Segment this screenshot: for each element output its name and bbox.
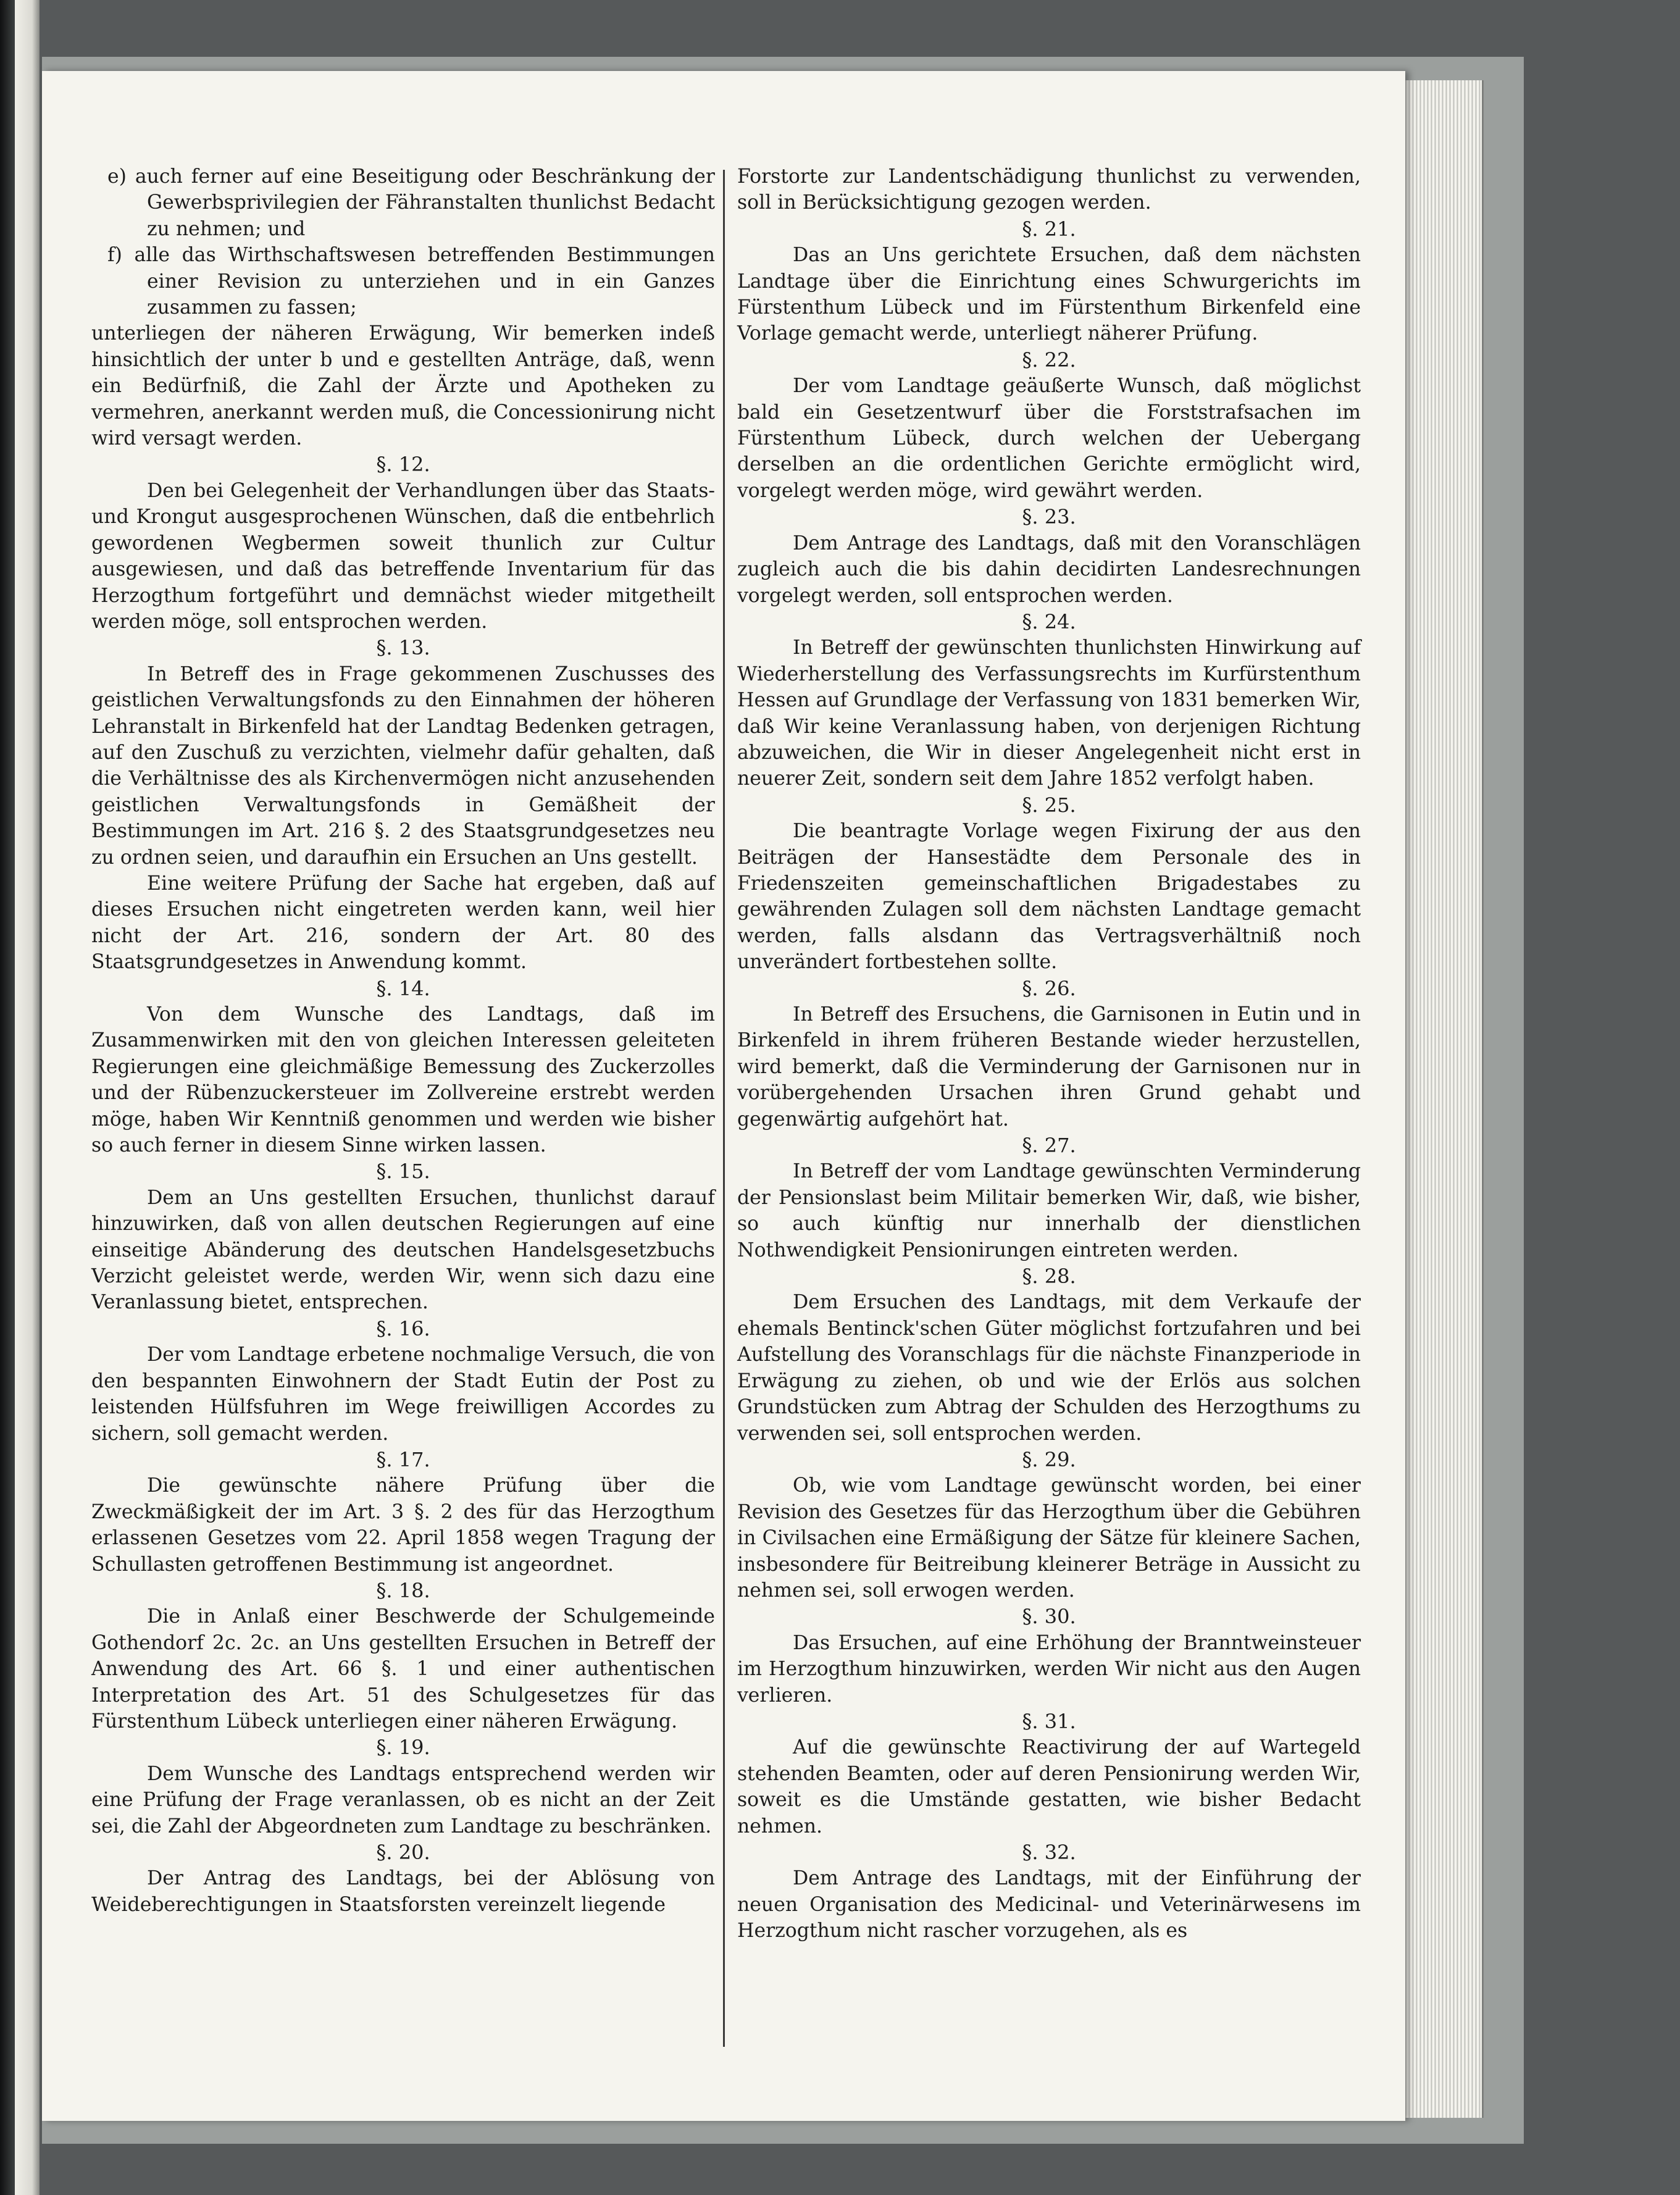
text-column-left [91,164,715,1918]
text-column-right [737,164,1361,1944]
paragraph: Der Antrag des Landtags, bei der Ablösung von Weideberechtigungen in Staatsforsten vereinzelt liegende [91,1867,715,1916]
section-heading: §. 23. [1022,505,1076,529]
facing-page-edge [15,0,40,2195]
section-heading: §. 20. [376,1841,430,1864]
book-spine-shadow [0,0,15,2195]
paragraph: Das an Uns gerichtete Ersuchen, daß dem nächsten Landtage über die Einrichtung eines Schwurgerichts im Fürstenthum Lübeck und im Fürstenthum Birkenfeld eine Vorlage gemacht werde, unterliegt näherer Prüfung. [737,244,1361,345]
paragraph: Dem Ersuchen des Landtags, mit dem Verkaufe der ehemals Bentinck'schen Güter möglichst fortzufahren und bei Aufstellung des Voranschlags für die nächste Finanzperiode in Erwägung zu ziehen, ob und wie der Erlös aus solchen Grundstücken zum Abtrag der Schulden des Herzogthums zu verwenden sei, soll entsprochen werden. [737,1291,1361,1445]
page-stack-edge [1395,80,1484,2118]
paragraph: Das Ersuchen, auf eine Erhöhung der Branntweinsteuer im Herzogthum hinzuwirken, werden Wir nicht aus den Augen verlieren. [737,1631,1361,1707]
document-page [42,71,1405,2121]
paragraph: Der vom Landtage erbetene nochmalige Versuch, die von den bespannten Einwohnern der Stadt Eutin der Post zu leistenden Hülfsfuhren im Wege freiwilligen Accordes zu sichern, soll gemacht werden. [91,1344,715,1445]
list-item: e) auch ferner auf eine Beseitigung oder Beschränkung der Gewerbsprivilegien der Fähranstalten thunlichst Bedacht zu nehmen; und [107,165,715,240]
paragraph: Dem Antrage des Landtags, daß mit den Voranschlägen zugleich auch die bis dahin decidirten Landesrechnungen vorgelegt werden, soll entsprochen werden. [737,532,1361,607]
paragraph: Dem an Uns gestellten Ersuchen, thunlichst darauf hinzuwirken, daß von allen deutschen Regierungen auf eine einseitige Abänderung des deutschen Handelsgesetzbuchs Verzicht geleistet werde, werden Wir, wenn sich dazu eine Veranlassung bietet, entsprechen. [91,1186,715,1314]
paragraph: Die in Anlaß einer Beschwerde der Schulgemeinde Gothendorf 2c. 2c. an Uns gestellten Ersuchen in Betreff der Anwendung des Art. 66 §. 1 und einer authentischen Interpretation des Art. 51 des Schulgesetzes für das Fürstenthum Lübeck unterliegen einer näheren Erwägung. [91,1605,715,1733]
section-heading: §. 30. [1022,1605,1076,1629]
paragraph: Dem Wunsche des Landtags entsprechend werden wir eine Prüfung der Frage veranlassen, ob es nicht an der Zeit sei, die Zahl der Abgeordneten zum Landtage zu beschränken. [91,1762,715,1838]
section-heading: §. 17. [376,1447,430,1471]
column-divider [723,170,725,2047]
paragraph: Den bei Gelegenheit der Verhandlungen über das Staats- und Krongut ausgesprochenen Wünschen, daß die entbehrlich gewordenen Wegbermen soweit thunlich zur Cultur ausgewiesen, und daß das betreffende Inventarium für das Herzogthum fortgeführt und demnächst wieder mitgetheilt werden möge, soll entsprochen werden. [91,479,715,633]
paragraph: Ob, wie vom Landtage gewünscht worden, bei einer Revision des Gesetzes für das Herzogthum über die Gebühren in Civilsachen eine Ermäßigung der Sätze für kleinere Sachen, insbesondere für Beitreibung kleinerer Beträge in Aussicht zu nehmen sei, soll erwogen werden. [737,1474,1361,1602]
section-heading: §. 29. [1022,1447,1076,1471]
section-heading: §. 19. [376,1736,430,1760]
section-heading: §. 22. [1022,348,1076,372]
paragraph: Auf die gewünschte Reactivirung der auf Wartegeld stehenden Beamten, oder auf deren Pensionirung werden Wir, soweit es die Umstände gestatten, wie bisher Bedacht nehmen. [737,1736,1361,1838]
section-heading: §. 14. [376,976,430,1000]
section-heading: §. 26. [1022,976,1076,1000]
paragraph: In Betreff der gewünschten thunlichsten Hinwirkung auf Wiederherstellung des Verfassungsrechts im Kurfürstenthum Hessen auf Grundlage der Verfassung von 1831 bemerken Wir, daß Wir keine Veranlassung haben, von derjenigen Richtung abzuweichen, die Wir in dieser Angelegenheit nicht erst in neuerer Zeit, sondern seit dem Jahre 1852 verfolgt haben. [737,637,1361,790]
paragraph: Der vom Landtage geäußerte Wunsch, daß möglichst bald ein Gesetzentwurf über die Forststrafsachen im Fürstenthum Lübeck, durch welchen der Uebergang derselben an die ordentlichen Gerichte ermöglicht wird, vorgelegt werden möge, wird gewährt werden. [737,375,1361,502]
section-heading: §. 12. [376,453,430,477]
section-heading: §. 24. [1022,609,1076,633]
paragraph: In Betreff des in Frage gekommenen Zuschusses des geistlichen Verwaltungsfonds zu den Einnahmen der höheren Lehranstalt in Birkenfeld hat der Landtag Bedenken getragen, auf den Zuschuß zu verzichten, vielmehr dafür gehalten, daß die Verhältnisse des als Kirchenvermögen nicht anzusehenden geistlichen Verwaltungsfonds in Gemäßheit der Bestimmungen im Art. 216 §. 2 des Staatsgrundgesetzes neu zu ordnen seien, und daraufhin ein Ersuchen an Uns gestellt. [91,663,715,869]
paragraph: Eine weitere Prüfung der Sache hat ergeben, daß auf dieses Ersuchen nicht eingetreten werden kann, weil hier nicht der Art. 216, sondern der Art. 80 des Staatsgrundgesetzes in Anwendung kommt. [91,872,715,974]
paragraph: Forstorte zur Landentschädigung thunlichst zu verwenden, soll in Berücksichtigung gezogen werden. [737,165,1361,214]
paragraph: Dem Antrage des Landtags, mit der Einführung der neuen Organisation des Medicinal- und Veterinärwesens im Herzogthum nicht rascher vorzugehen, als es [737,1867,1361,1942]
section-heading: §. 13. [376,636,430,660]
section-heading: §. 32. [1022,1841,1076,1864]
paragraph: unterliegen der näheren Erwägung, Wir bemerken indeß hinsichtlich der unter b und e gestellten Anträge, daß, wenn ein Bedürfniß, die Zahl der Ärzte und Apotheken zu vermehren, anerkannt werden muß, die Concessionirung nicht wird versagt werden. [91,322,715,450]
paragraph: In Betreff der vom Landtage gewünschten Verminderung der Pensionslast beim Militair bemerken Wir, daß, wie bisher, so auch künftig nur innerhalb der dienstlichen Nothwendigkeit Pensionirungen eintreten werden. [737,1160,1361,1261]
section-heading: §. 18. [376,1578,430,1602]
paragraph: Die gewünschte nähere Prüfung über die Zweckmäßigkeit der im Art. 3 §. 2 des für das Herzogthum erlassenen Gesetzes vom 22. April 1858 wegen Tragung der Schullasten getroffenen Bestimmung ist angeordnet. [91,1474,715,1576]
section-heading: §. 21. [1022,217,1076,241]
list-item: f) alle das Wirthschaftswesen betreffenden Bestimmungen einer Revision zu unterziehen und in ein Ganzes zusammen zu fassen; [107,244,715,319]
section-heading: §. 16. [376,1316,430,1340]
paragraph: Von dem Wunsche des Landtags, daß im Zusammenwirken mit den von gleichen Interessen geleiteten Regierungen eine gleichmäßige Bemessung des Zuckerzolles und der Rübenzuckersteuer im Zollvereine erstrebt werden möge, haben Wir Kenntniß genommen und werden wie bisher so auch ferner in diesem Sinne wirken lassen. [91,1003,715,1157]
section-heading: §. 25. [1022,793,1076,817]
section-heading: §. 31. [1022,1709,1076,1733]
paragraph: Die beantragte Vorlage wegen Fixirung der aus den Beiträgen der Hansestädte dem Personale des in Friedenszeiten gemeinschaftlichen Brigadestabes zu gewährenden Zulagen soll dem nächsten Landtage gemacht werden, falls alsdann das Vertragsverhältniß noch unverändert fortbestehen sollte. [737,820,1361,974]
section-heading: §. 27. [1022,1134,1076,1158]
section-heading: §. 15. [376,1160,430,1184]
section-heading: §. 28. [1022,1265,1076,1289]
paragraph: In Betreff des Ersuchens, die Garnisonen in Eutin und in Birkenfeld in ihrem früheren Bestande wieder herzustellen, wird bemerkt, daß die Verminderung der Garnisonen nur in vorübergehenden Ursachen ihren Grund gehabt und gegenwärtig aufgehört hat. [737,1003,1361,1131]
